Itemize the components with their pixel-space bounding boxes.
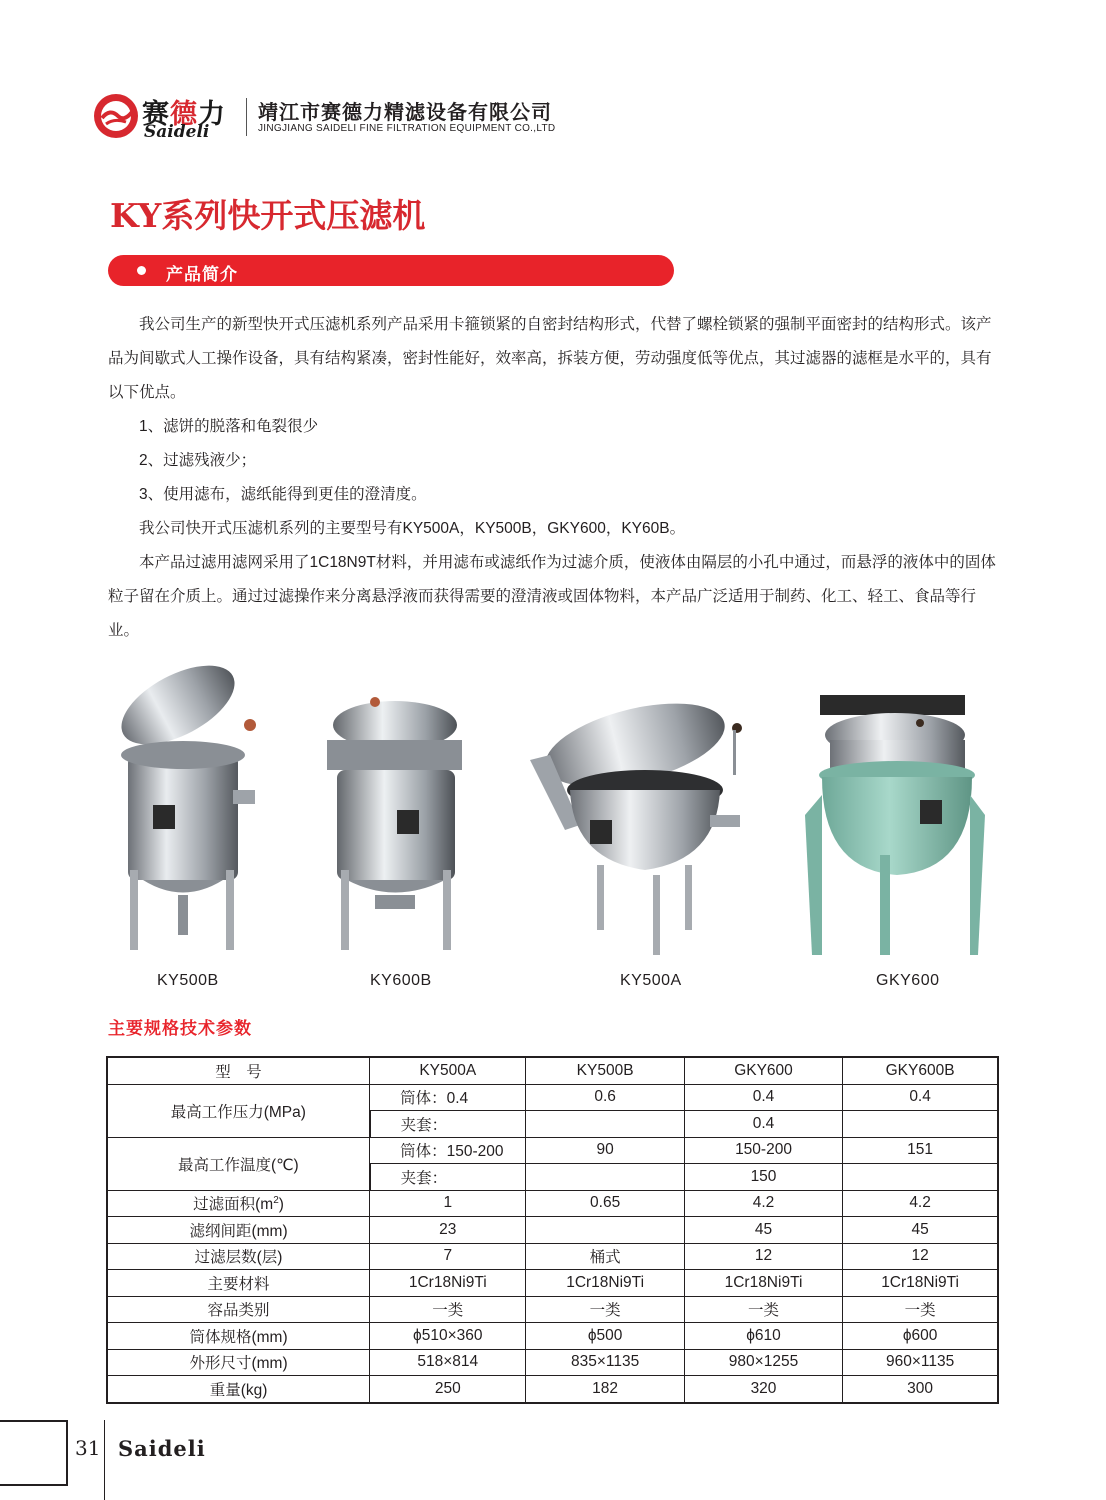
table-cell: 1Cr18Ni9Ti bbox=[370, 1270, 526, 1297]
table-cell: 45 bbox=[684, 1217, 842, 1244]
table-cell: GKY600 bbox=[684, 1057, 842, 1084]
table-cell: 23 bbox=[370, 1217, 526, 1244]
table-row bbox=[107, 1190, 998, 1217]
section-label: 产品简介 bbox=[166, 265, 238, 284]
table-cell: 12 bbox=[684, 1243, 842, 1270]
table-cell: 型 号 bbox=[107, 1057, 370, 1084]
footer-brand: Saideli bbox=[118, 1436, 206, 1461]
footer-box bbox=[0, 1420, 68, 1486]
product-caption: KY500B bbox=[157, 972, 219, 989]
table-row bbox=[107, 1376, 998, 1403]
page-title: KY系列快开式压滤机 bbox=[110, 196, 426, 235]
row-label: 主要材料 bbox=[107, 1270, 370, 1297]
company-name-cn: 靖江市赛德力精滤设备有限公司 bbox=[258, 102, 552, 124]
company-name-en: JINGJIANG SAIDELI FINE FILTRATION EQUIPMENT CO.,LTD bbox=[258, 123, 556, 134]
table-row bbox=[107, 1349, 998, 1376]
table-cell: 182 bbox=[526, 1376, 684, 1403]
product-image-ky600b bbox=[315, 690, 470, 955]
intro-item: 3、使用滤布，滤纸能得到更佳的澄清度。 bbox=[139, 486, 427, 503]
table-cell bbox=[843, 1111, 998, 1138]
intro-paragraph: 我公司快开式压滤机系列的主要型号有KY500A，KY500B，GKY600，KY60B。 bbox=[139, 520, 686, 537]
table-cell: ϕ500 bbox=[526, 1323, 684, 1350]
table-cell: 1 bbox=[370, 1190, 526, 1217]
table-row bbox=[107, 1217, 998, 1244]
intro-paragraph: 我公司生产的新型快开式压滤机系列产品采用卡箍锁紧的自密封结构形式，代替了螺栓锁紧的强制平面密封的结构形式。该产品为间歇式人工操作设备，具有结构紧凑，密封性能好，效率高，拆装方便，劳动强度低等优点，其过滤器的滤框是水平的，具有以下优点。 bbox=[108, 316, 992, 401]
intro-paragraph: 本产品过滤用滤网采用了1C18N9T材料，并用滤布或滤纸作为过滤介质，使液体由隔层的小孔中通过，而悬浮的液体中的固体粒子留在介质上。通过过滤操作来分离悬浮液而获得需要的澄清液或固体物料，本产品广泛适用于制药、化工、轻工、食品等行业。 bbox=[108, 554, 996, 639]
row-label: 最高工作压力(MPa) bbox=[107, 1084, 370, 1137]
table-row bbox=[107, 1137, 998, 1164]
footer-divider bbox=[104, 1420, 105, 1500]
table-cell: 0.4 bbox=[684, 1084, 842, 1111]
product-caption: KY500A bbox=[620, 972, 682, 989]
row-label: 重量(kg) bbox=[107, 1376, 370, 1403]
table-cell: 300 bbox=[843, 1376, 998, 1403]
intro-text bbox=[108, 308, 1003, 648]
table-cell: 4.2 bbox=[843, 1190, 998, 1217]
table-cell: 筒体：150-200 bbox=[370, 1137, 526, 1164]
spec-table bbox=[106, 1056, 999, 1404]
table-cell: 320 bbox=[684, 1376, 842, 1403]
table-row bbox=[107, 1296, 998, 1323]
table-cell: 150-200 bbox=[684, 1137, 842, 1164]
spec-title: 主要规格技术参数 bbox=[108, 1019, 252, 1038]
bullet-icon bbox=[137, 266, 146, 275]
table-cell: ϕ510×360 bbox=[370, 1323, 526, 1350]
row-label: 过滤面积$(m^2)$ bbox=[107, 1190, 370, 1217]
table-cell: 0.4 bbox=[843, 1084, 998, 1111]
table-cell: 桶式 bbox=[526, 1243, 684, 1270]
table-cell: 45 bbox=[843, 1217, 998, 1244]
row-label: 过滤层数(层) bbox=[107, 1243, 370, 1270]
table-cell: 一类 bbox=[526, 1296, 684, 1323]
row-label: 最高工作温度(℃) bbox=[107, 1137, 370, 1190]
table-header-row bbox=[107, 1057, 998, 1084]
table-cell: 0.4 bbox=[684, 1111, 842, 1138]
row-label: 外形尺寸(mm) bbox=[107, 1349, 370, 1376]
table-cell: GKY600B bbox=[843, 1057, 998, 1084]
table-cell: 980×1255 bbox=[684, 1349, 842, 1376]
table-cell: 0.65 bbox=[526, 1190, 684, 1217]
page-number: 31 bbox=[75, 1436, 101, 1460]
table-cell: 960×1135 bbox=[843, 1349, 998, 1376]
logo-chinese: 赛德力 bbox=[142, 99, 226, 130]
table-cell: 一类 bbox=[684, 1296, 842, 1323]
table-cell: 518×814 bbox=[370, 1349, 526, 1376]
company-logo bbox=[92, 92, 242, 144]
logo-english: Saideli bbox=[144, 122, 210, 142]
table-cell: 1Cr18Ni9Ti bbox=[526, 1270, 684, 1297]
table-cell: 90 bbox=[526, 1137, 684, 1164]
table-cell bbox=[526, 1164, 684, 1191]
row-label: 滤纲间距(mm) bbox=[107, 1217, 370, 1244]
table-cell: 一类 bbox=[370, 1296, 526, 1323]
intro-item: 1、滤饼的脱落和龟裂很少 bbox=[139, 418, 319, 435]
table-cell: 250 bbox=[370, 1376, 526, 1403]
table-cell: 835×1135 bbox=[526, 1349, 684, 1376]
table-cell: 夹套： bbox=[370, 1111, 526, 1138]
table-cell: 4.2 bbox=[684, 1190, 842, 1217]
intro-item: 2、过滤残液少； bbox=[139, 452, 257, 469]
table-cell: 筒体：0.4 bbox=[370, 1084, 526, 1111]
product-image-gky600 bbox=[800, 685, 990, 965]
table-cell bbox=[843, 1164, 998, 1191]
table-cell: 1Cr18Ni9Ti bbox=[684, 1270, 842, 1297]
table-cell: 150 bbox=[684, 1164, 842, 1191]
logo-emblem-icon bbox=[92, 92, 140, 140]
table-cell: 1Cr18Ni9Ti bbox=[843, 1270, 998, 1297]
header-divider bbox=[246, 98, 247, 136]
table-cell: 151 bbox=[843, 1137, 998, 1164]
product-caption: GKY600 bbox=[876, 972, 940, 989]
table-cell: 夹套： bbox=[370, 1164, 526, 1191]
table-row bbox=[107, 1084, 998, 1111]
section-bar bbox=[108, 255, 674, 286]
product-image-ky500b bbox=[108, 655, 268, 955]
row-label: 筒体规格(mm) bbox=[107, 1323, 370, 1350]
table-cell bbox=[526, 1217, 684, 1244]
table-row bbox=[107, 1270, 998, 1297]
table-cell: 7 bbox=[370, 1243, 526, 1270]
table-row bbox=[107, 1243, 998, 1270]
table-cell: KY500A bbox=[370, 1057, 526, 1084]
table-cell: 0.6 bbox=[526, 1084, 684, 1111]
table-cell: ϕ610 bbox=[684, 1323, 842, 1350]
table-row bbox=[107, 1323, 998, 1350]
row-label: 容品类别 bbox=[107, 1296, 370, 1323]
product-caption: KY600B bbox=[370, 972, 432, 989]
table-cell: KY500B bbox=[526, 1057, 684, 1084]
table-cell bbox=[526, 1111, 684, 1138]
table-cell: 一类 bbox=[843, 1296, 998, 1323]
table-cell: ϕ600 bbox=[843, 1323, 998, 1350]
product-image-ky500a bbox=[525, 690, 755, 960]
table-cell: 12 bbox=[843, 1243, 998, 1270]
